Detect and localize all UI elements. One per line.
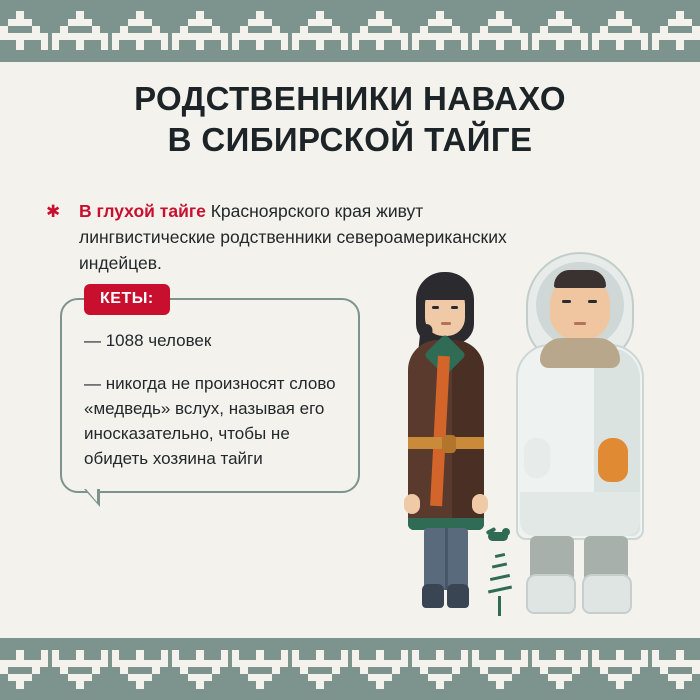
ornament-motif	[170, 9, 230, 53]
list-item: — 1088 человек	[84, 331, 212, 350]
lead-rest: Красноярского края живут лингвистические родственники североамериканских индейцев.	[79, 201, 507, 273]
ornament-motif	[0, 647, 50, 691]
woman-eye-right	[451, 306, 458, 309]
woman-hand-left	[404, 494, 420, 514]
ornament-motif	[650, 647, 700, 691]
man-boot-right	[582, 574, 632, 614]
ornament-motif	[50, 647, 110, 691]
man-boot-left	[526, 574, 576, 614]
woman-fringe	[421, 278, 469, 300]
ornament-motif	[650, 9, 700, 53]
ornament-row	[0, 638, 700, 700]
list-item: — никогда не произносят слово «медведь» вслух, называя его иносказательно, чтобы не обидеть хозяина тайги	[84, 374, 336, 468]
lead-text	[79, 198, 516, 276]
ornament-motif	[470, 9, 530, 53]
ornament-band-top	[0, 0, 700, 62]
asterisk-bullet-icon: ✱	[46, 202, 61, 221]
woman-boot-left	[422, 584, 444, 608]
man-parka-fringe	[520, 492, 640, 536]
ornament-motif	[590, 647, 650, 691]
woman-eye-left	[432, 306, 439, 309]
ornament-motif	[50, 9, 110, 53]
ornament-motif	[110, 647, 170, 691]
man-eye-left	[562, 300, 571, 303]
page-title	[0, 78, 700, 160]
ornament-motif	[410, 9, 470, 53]
ornament-motif	[530, 647, 590, 691]
ornament-motif	[290, 647, 350, 691]
woman-trouser-seam	[445, 528, 448, 590]
ornament-band-bottom	[0, 638, 700, 700]
man-mitten-right	[598, 438, 628, 482]
woman-mouth	[441, 322, 451, 325]
facts-card	[60, 290, 360, 493]
man-mouth	[574, 322, 586, 325]
ornament-motif	[470, 647, 530, 691]
bird-head	[502, 528, 510, 536]
ornament-motif	[230, 9, 290, 53]
man-hair	[554, 270, 606, 288]
ornament-motif	[530, 9, 590, 53]
man-eye-right	[588, 300, 597, 303]
status-badge: КЕТЫ:	[84, 284, 170, 315]
ornament-motif	[350, 9, 410, 53]
ornament-motif	[410, 647, 470, 691]
bird-icon	[486, 528, 512, 546]
man-fur-collar	[540, 338, 620, 368]
title-line-2: В СИБИРСКОЙ ТАЙГЕ	[167, 121, 533, 158]
ornament-motif	[230, 647, 290, 691]
ornament-motif	[590, 9, 650, 53]
lead-highlight: В глухой тайге	[79, 201, 206, 221]
title-line-1: РОДСТВЕННИКИ НАВАХО	[134, 80, 566, 117]
woman-hand-right	[472, 494, 488, 514]
spruce-tree-icon	[480, 548, 520, 616]
lead-paragraph	[46, 198, 516, 276]
ornament-motif	[170, 647, 230, 691]
ornament-motif	[0, 9, 50, 53]
ornament-motif	[290, 9, 350, 53]
woman-boot-right	[447, 584, 469, 608]
ornament-motif	[110, 9, 170, 53]
ornament-motif	[350, 647, 410, 691]
woman-belt-knot	[442, 435, 456, 453]
illustration-ket-man	[510, 252, 650, 624]
man-mitten-left	[524, 438, 550, 478]
ornament-row	[0, 0, 700, 62]
